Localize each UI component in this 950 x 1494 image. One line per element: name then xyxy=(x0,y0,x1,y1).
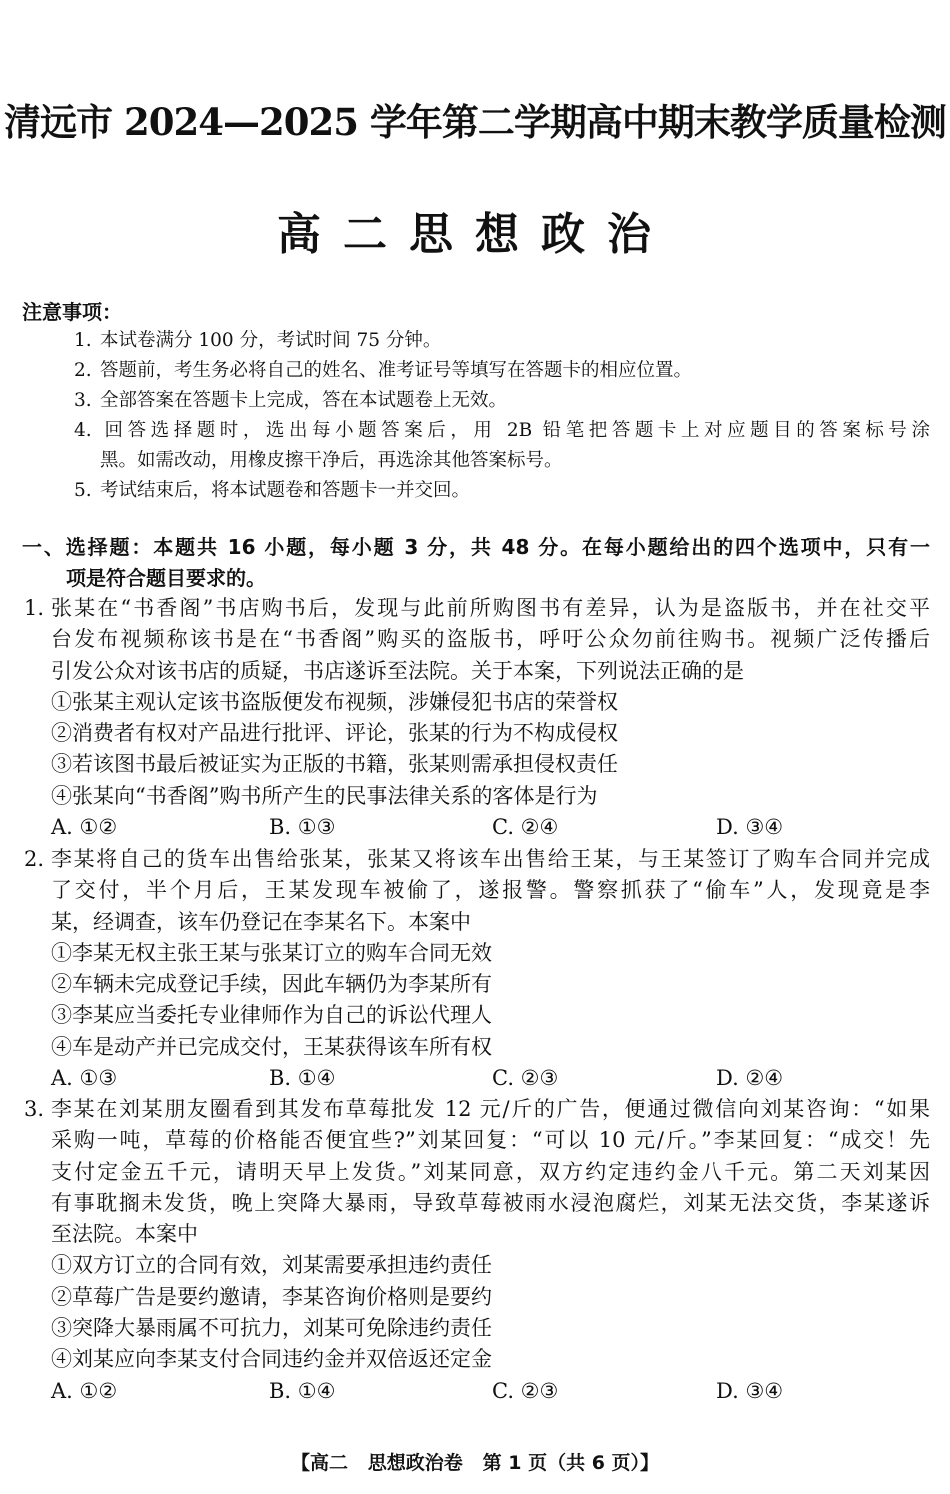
note-item xyxy=(74,356,930,386)
question-stem-line: 李某在刘某朋友圈看到其发布草莓批发 12 元/斤的广告，便通过微信向刘某咨询：“如果 xyxy=(51,1097,930,1121)
question-number: 2. xyxy=(24,847,45,871)
note-text: 回答选择题时，选出每小题答案后，用 2B 铅笔把答题卡上对应题目的答案标号涂 xyxy=(100,420,930,441)
statement-option: ③李某应当委托专业律师作为自己的诉讼代理人 xyxy=(51,1003,492,1028)
note-line xyxy=(74,416,930,446)
note-text: 考试结束后，将本试题卷和答题卡一并交回。 xyxy=(100,480,471,501)
answer-choice: A. ①③ xyxy=(51,1066,118,1091)
question-2 xyxy=(24,844,930,1094)
question-stem-line: 支付定金五千元，请明天早上发货。”刘某同意，双方约定违约金八千元。第二天刘某因 xyxy=(51,1159,930,1184)
note-number: 1. xyxy=(74,330,92,351)
statement-option: ①双方订立的合同有效，刘某需要承担违约责任 xyxy=(51,1253,492,1278)
note-line xyxy=(74,446,930,476)
question-3 xyxy=(24,1094,930,1407)
statement-option: ①李某无权主张王某与张某订立的购车合同无效 xyxy=(51,940,492,965)
question-stem-line: 有事耽搁未发货，晚上突降大暴雨，导致草莓被雨水浸泡腐烂，刘某无法交货，李某遂诉 xyxy=(51,1190,930,1215)
statement-option: ③突降大暴雨属不可抗力，刘某可免除违约责任 xyxy=(51,1316,492,1341)
answer-choice: B. ①④ xyxy=(269,1378,336,1403)
note-number: 5. xyxy=(74,480,92,501)
statement-option: ②消费者有权对产品进行批评、评论，张某的行为不构成侵权 xyxy=(51,721,618,746)
note-item xyxy=(74,476,930,506)
section-line: 项是符合题目要求的。 xyxy=(66,566,266,590)
page-footer: 【高二 思想政治卷 第 1 页（共 6 页）】 xyxy=(290,1452,660,1474)
answer-choices xyxy=(24,1063,930,1094)
section-heading xyxy=(22,532,930,594)
answer-choice: B. ①③ xyxy=(269,815,336,840)
note-number: 3. xyxy=(74,390,92,411)
question-stem-line: 引发公众对该书店的质疑，书店遂诉至法院。关于本案，下列说法正确的是 xyxy=(51,658,744,683)
question-stem-line: 某，经调查，该车仍登记在李某名下。本案中 xyxy=(51,909,471,934)
question-stem-line: 李某将自己的货车出售给张某，张某又将该车出售给王某，与王某签订了购车合同并完成 xyxy=(51,847,930,871)
note-text: 答题前，考生务必将自己的姓名、准考证号等填写在答题卡的相应位置。 xyxy=(100,360,693,381)
question-stem-line: 至法院。本案中 xyxy=(51,1222,198,1247)
section-line: 一、选择题：本题共 16 小题，每小题 3 分，共 48 分。在每小题给出的四个选项中，只有一 xyxy=(22,535,930,559)
note-item xyxy=(74,386,930,416)
notes-heading: 注意事项： xyxy=(22,300,122,324)
answer-choice: D. ③④ xyxy=(716,1378,784,1403)
statement-option: ③若该图书最后被证实为正版的书籍，张某则需承担侵权责任 xyxy=(51,752,618,777)
note-item xyxy=(74,326,930,356)
note-text: 本试卷满分 100 分，考试时间 75 分钟。 xyxy=(100,330,442,351)
note-line xyxy=(74,356,930,386)
question-stem-line: 了交付，半个月后，王某发现车被偷了，遂报警。警察抓获了“偷车”人，发现竟是李 xyxy=(51,878,930,903)
answer-choice: A. ①② xyxy=(51,815,118,840)
answer-choice: B. ①④ xyxy=(269,1066,336,1091)
statement-option: ④车是动产并已完成交付，王某获得该车所有权 xyxy=(51,1034,492,1059)
statement-option: ①张某主观认定该书盗版便发布视频，涉嫌侵犯书店的荣誉权 xyxy=(51,689,618,714)
note-line xyxy=(74,476,930,506)
note-number: 4. xyxy=(74,420,92,441)
answer-choice: D. ②④ xyxy=(716,1066,784,1091)
question-stem-line: 采购一吨，草莓的价格能否便宜些?”刘某回复：“可以 10 元/斤。”李某回复：“成交！先 xyxy=(51,1128,930,1153)
exam-title: 清远市 2024—2025 学年第二学期高中期末教学质量检测 xyxy=(4,100,946,144)
statement-option: ②草莓广告是要约邀请，李某咨询价格则是要约 xyxy=(51,1284,492,1309)
answer-choices xyxy=(24,812,930,843)
note-text: 黑。如需改动，用橡皮擦干净后，再选涂其他答案标号。 xyxy=(100,450,563,471)
answer-choice: C. ②③ xyxy=(492,1066,559,1091)
question-number: 1. xyxy=(24,596,45,620)
note-line xyxy=(74,386,930,416)
answer-choice: D. ③④ xyxy=(716,815,784,840)
note-line xyxy=(74,326,930,356)
statement-option: ④张某向“书香阁”购书所产生的民事法律关系的客体是行为 xyxy=(51,783,598,808)
note-number: 2. xyxy=(74,360,92,381)
note-item xyxy=(74,416,930,476)
statement-option: ④刘某应向李某支付合同违约金并双倍返还定金 xyxy=(51,1347,492,1372)
answer-choice: C. ②③ xyxy=(492,1378,559,1403)
subject-title: 高二思想政治 xyxy=(277,209,673,260)
answer-choice: C. ②④ xyxy=(492,815,559,840)
question-number: 3. xyxy=(24,1097,45,1121)
question-stem-line: 张某在“书香阁”书店购书后，发现与此前所购图书有差异，认为是盗版书，并在社交平 xyxy=(51,596,930,620)
question-1 xyxy=(24,593,930,843)
statement-option: ②车辆未完成登记手续，因此车辆仍为李某所有 xyxy=(51,972,492,997)
answer-choice: A. ①② xyxy=(51,1378,118,1403)
answer-choices xyxy=(24,1376,930,1407)
question-stem-line: 台发布视频称该书是在“书香阁”购买的盗版书，呼吁公众勿前往购书。视频广泛传播后 xyxy=(51,627,930,652)
note-text: 全部答案在答题卡上完成，答在本试题卷上无效。 xyxy=(100,390,508,411)
